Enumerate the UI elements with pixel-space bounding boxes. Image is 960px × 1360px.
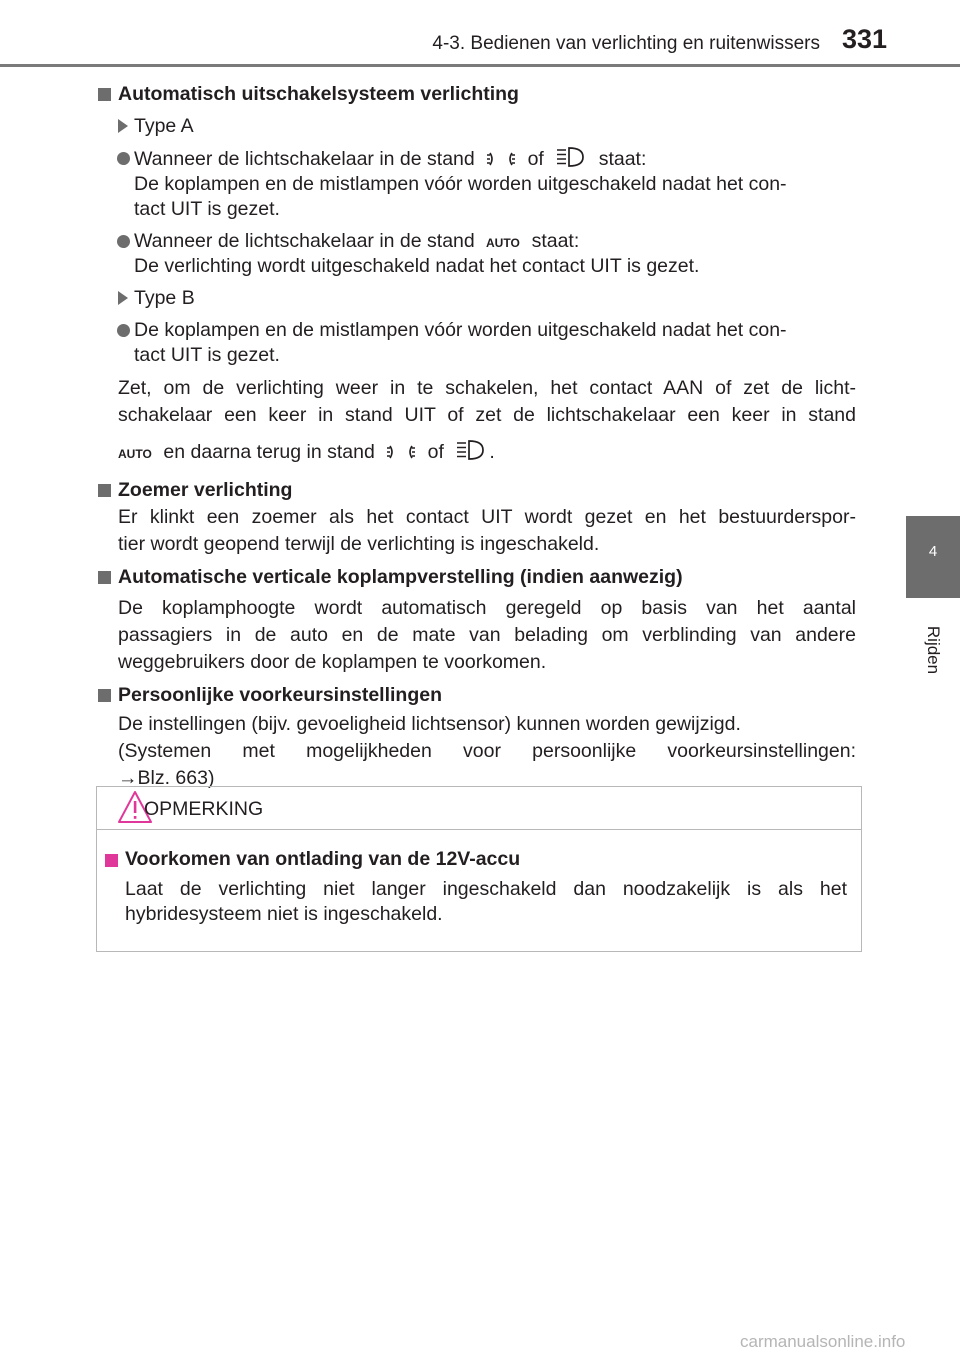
circle-bullet-icon bbox=[117, 152, 130, 165]
auto-light-icon bbox=[118, 445, 152, 461]
header-rule bbox=[0, 64, 960, 67]
triangle-bullet-icon bbox=[118, 119, 128, 133]
paragraph-reenable: Zet, om de verlichting weer in te schakelen, het contact AAN of zet de licht- bbox=[118, 377, 856, 399]
paragraph-leveling-1: De koplamphoogte wordt automatisch geregeld op basis van het aantal bbox=[118, 597, 856, 619]
sub-type-a: Type A bbox=[96, 114, 856, 139]
parking-lights-icon bbox=[386, 443, 416, 461]
paragraph-reenable-2: schakelaar een keer in stand UIT of zet de lichtschakelaar een keer in stand bbox=[118, 404, 856, 426]
notice-title-bar bbox=[97, 787, 861, 830]
headlight-icon bbox=[455, 439, 487, 461]
heading-auto-off: Automatisch uitschakelsysteem verlichting bbox=[96, 82, 856, 107]
chapter-number: 4 bbox=[928, 543, 938, 560]
triangle-bullet-icon bbox=[118, 291, 128, 305]
section-title: 4-3. Bedienen van verlichting en ruitenwissers bbox=[432, 33, 820, 54]
svg-text:AUTO: AUTO bbox=[118, 447, 152, 461]
paragraph-leveling-3: weggebruikers door de koplampen te voorkomen. bbox=[118, 651, 547, 673]
notice-text: Laat de verlichting niet langer ingeschakeld dan noodzakelijk is als het hybridesysteem niet is ingeschakeld. bbox=[125, 878, 847, 925]
page-header bbox=[0, 0, 960, 64]
main-content bbox=[96, 76, 856, 791]
paragraph-leveling-2: passagiers in de auto en de mate van belading om verblinding van andere bbox=[118, 624, 856, 646]
circle-bullet-icon bbox=[117, 324, 130, 337]
heading-personal: Persoonlijke voorkeursinstellingen bbox=[96, 683, 856, 708]
auto-light-icon bbox=[486, 234, 520, 250]
notice-box bbox=[96, 786, 862, 952]
parking-lights-icon bbox=[486, 150, 516, 168]
bullet-type-a-1: Wanneer de lichtschakelaar in de stand of staat: De koplampen en de mistlampen vóór worden uitgeschakeld nadat het con- tact UIT is gezet. bbox=[96, 146, 856, 222]
headlight-icon bbox=[555, 146, 587, 168]
watermark: carmanualsonline.info bbox=[740, 1332, 906, 1351]
paragraph-reenable-3: AUTO en daarna terug in stand of . bbox=[118, 441, 495, 463]
svg-text:AUTO: AUTO bbox=[486, 236, 520, 250]
bullet-type-a-2: Wanneer de lichtschakelaar in de stand AUTO staat: De verlichting wordt uitgeschakeld nadat het contact UIT is gezet. bbox=[96, 229, 856, 279]
chapter-tab[interactable] bbox=[906, 516, 960, 598]
notice-title: OPMERKING bbox=[144, 798, 264, 820]
chapter-label: Rijden bbox=[924, 625, 943, 675]
paragraph-buzzer-2: tier wordt geopend terwijl de verlichting is ingeschakeld. bbox=[118, 533, 600, 555]
paragraph-personal-2: (Systemen met mogelijkheden voor persoonlijke voorkeursinstellingen: bbox=[118, 740, 856, 762]
circle-bullet-icon bbox=[117, 235, 130, 248]
page-reference-link[interactable]: →Blz. 663) bbox=[118, 767, 215, 789]
sub-type-b: Type B bbox=[96, 286, 856, 311]
heading-leveling: Automatische verticale koplampverstelling (indien aanwezig) bbox=[96, 565, 856, 590]
paragraph-buzzer-1: Er klinkt een zoemer als het contact UIT wordt gezet en het bestuurderspor- bbox=[118, 506, 856, 528]
heading-buzzer: Zoemer verlichting bbox=[96, 478, 856, 503]
bullet-type-b-1: De koplampen en de mistlampen vóór worden uitgeschakeld nadat het con- tact UIT is gezet. bbox=[96, 318, 856, 368]
page-number: 331 bbox=[842, 24, 888, 54]
paragraph-personal-1: De instellingen (bijv. gevoeligheid lichtsensor) kunnen worden gewijzigd. bbox=[118, 713, 741, 735]
notice-heading: Voorkomen van ontlading van de 12V-accu bbox=[103, 848, 520, 871]
